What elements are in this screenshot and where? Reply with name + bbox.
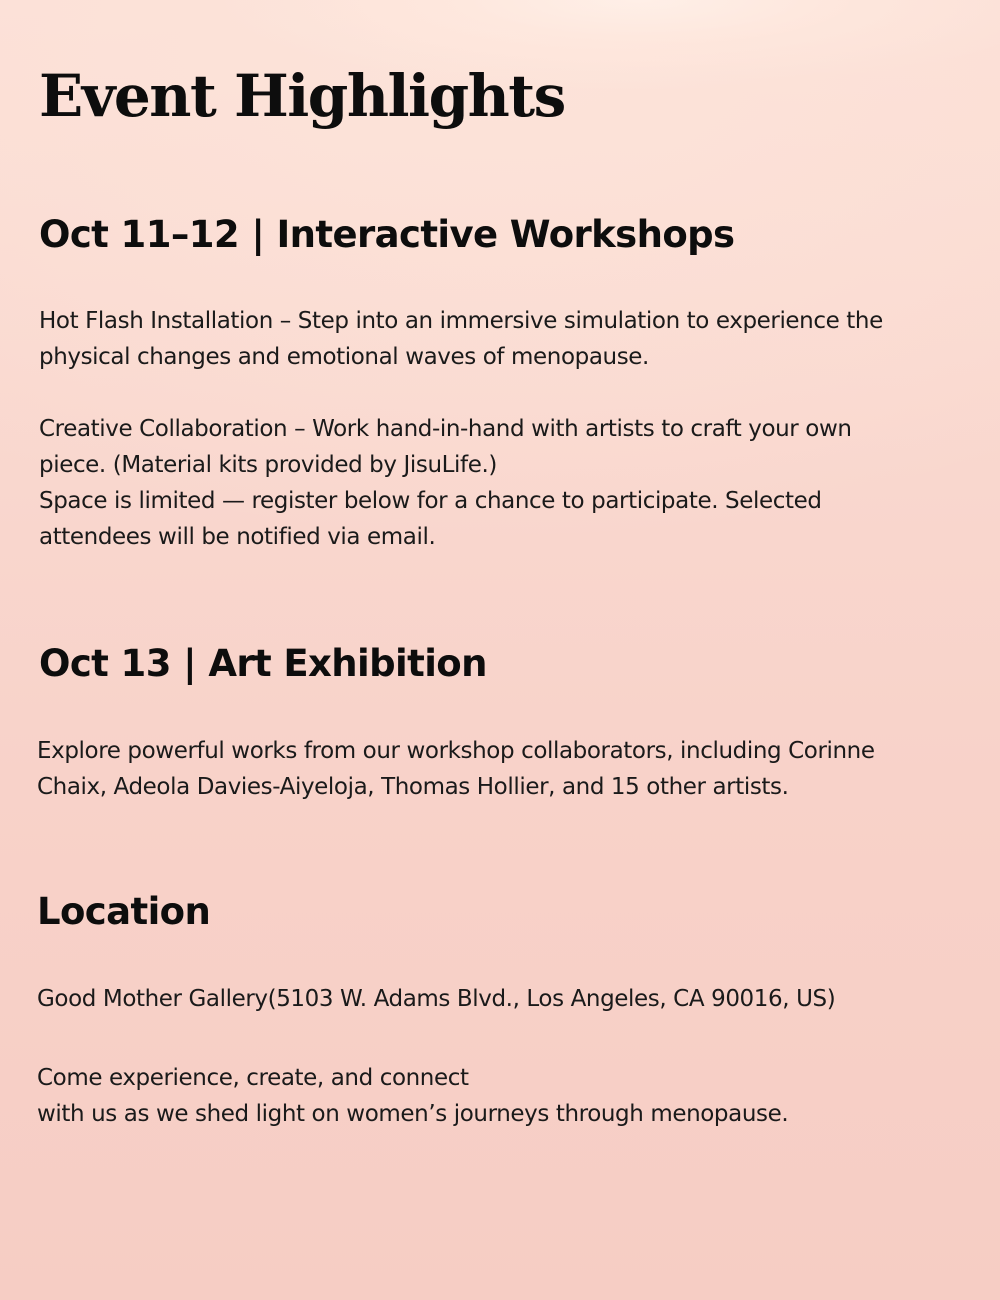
address-line: Good Mother Gallery(5103 W. Adams Blvd., Los Angeles, CA 90016, US) <box>37 986 836 1012</box>
collaboration-line-4: attendees will be notified via email. <box>39 524 436 550</box>
collaboration-line-1: Creative Collaboration – Work hand-in-hand with artists to craft your own <box>39 416 852 442</box>
hot-flash-line-1: Hot Flash Installation – Step into an immersive simulation to experience the <box>39 308 883 334</box>
page-title: Event Highlights <box>39 62 565 130</box>
location-heading: Location <box>37 890 211 933</box>
exhibition-line-2: Chaix, Adeola Davies-Aiyeloja, Thomas Hollier, and 15 other artists. <box>37 774 789 800</box>
invitation-line-1: Come experience, create, and connect <box>37 1065 469 1091</box>
creative-collaboration-description <box>39 411 852 555</box>
invitation-text <box>37 1060 788 1132</box>
hot-flash-installation-description <box>39 303 883 375</box>
collaboration-line-2: piece. (Material kits provided by JisuLife.) <box>39 452 497 478</box>
location-address <box>37 981 835 1017</box>
hot-flash-line-2: physical changes and emotional waves of menopause. <box>39 344 649 370</box>
workshops-heading: Oct 11–12 | Interactive Workshops <box>39 213 735 256</box>
exhibition-heading: Oct 13 | Art Exhibition <box>39 642 487 685</box>
collaboration-line-3: Space is limited — register below for a chance to participate. Selected <box>39 488 822 514</box>
invitation-line-2: with us as we shed light on women’s journeys through menopause. <box>37 1101 789 1127</box>
exhibition-line-1: Explore powerful works from our workshop collaborators, including Corinne <box>37 738 875 764</box>
exhibition-description <box>37 733 875 805</box>
